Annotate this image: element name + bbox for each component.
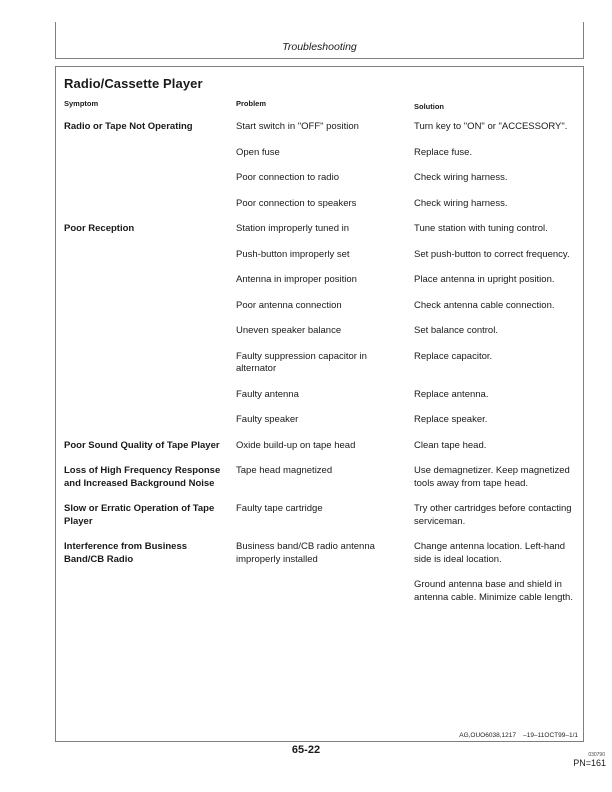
symptom-cell: Poor Sound Quality of Tape Player <box>64 439 220 451</box>
print-code: 030790 <box>588 752 605 758</box>
solution-cell: Place antenna in upright position. <box>414 274 555 285</box>
table-row <box>64 274 583 287</box>
table-row <box>64 351 583 376</box>
symptom-cell <box>64 274 236 287</box>
symptom-cell <box>64 249 236 262</box>
symptom-cell <box>64 325 236 338</box>
running-header-title: Troubleshooting <box>282 41 357 53</box>
table-row <box>64 249 583 262</box>
column-header-problem: Problem <box>236 99 267 108</box>
symptom-cell <box>64 147 236 160</box>
table-row <box>64 172 583 185</box>
problem-cell: Faulty tape cartridge <box>236 503 323 514</box>
table-column-headers <box>56 99 583 111</box>
symptom-cell <box>64 300 236 313</box>
table-row <box>64 541 583 566</box>
document-code: AG,OUO6038,1217 –19–11OCT99–1/1 <box>459 732 578 739</box>
table-row <box>64 223 583 236</box>
table-row <box>64 579 583 604</box>
solution-cell: Set push-button to correct frequency. <box>414 248 570 260</box>
solution-cell: Check wiring harness. <box>414 197 508 209</box>
table-row <box>64 198 583 211</box>
problem-cell: Push-button improperly set <box>236 248 350 260</box>
problem-cell: Faulty antenna <box>236 388 299 400</box>
solution-cell: Ground antenna base and shield in antenna cable. Minimize cable length. <box>414 579 573 603</box>
solution-cell: Tune station with tuning control. <box>414 223 548 234</box>
table-row <box>64 300 583 313</box>
table-row <box>64 389 583 402</box>
solution-cell: Replace speaker. <box>414 414 488 425</box>
symptom-cell: Loss of High Frequency Response and Increased Background Noise <box>64 465 221 489</box>
table-row <box>64 440 583 453</box>
section-title: Radio/Cassette Player <box>64 76 203 91</box>
symptom-cell <box>64 172 236 185</box>
page-number: 65-22 <box>291 744 321 756</box>
solution-cell: Turn key to "ON" or "ACCESSORY". <box>414 121 568 132</box>
problem-cell: Uneven speaker balance <box>236 325 342 336</box>
solution-cell: Try other cartridges before contacting serviceman. <box>414 503 572 527</box>
problem-cell: Faulty speaker <box>236 414 299 425</box>
problem-cell: Poor antenna connection <box>236 299 342 311</box>
symptom-cell <box>64 351 236 376</box>
symptom-cell: Slow or Erratic Operation of Tape Player <box>64 503 215 527</box>
solution-cell: Check wiring harness. <box>414 172 508 183</box>
symptom-cell <box>64 579 236 604</box>
solution-cell: Replace capacitor. <box>414 350 493 362</box>
table-row <box>64 121 583 134</box>
symptom-cell: Poor Reception <box>64 223 135 234</box>
solution-cell: Set balance control. <box>414 325 498 336</box>
symptom-cell: Interference from Business Band/CB Radio <box>64 541 188 565</box>
solution-cell: Replace antenna. <box>414 388 489 400</box>
problem-cell: Faulty suppression capacitor in alternator <box>236 350 367 374</box>
problem-cell: Oxide build-up on tape head <box>236 439 356 451</box>
problem-cell: Start switch in "OFF" position <box>236 121 359 132</box>
problem-cell: Tape head magnetized <box>236 465 333 476</box>
symptom-cell: Radio or Tape Not Operating <box>64 121 193 132</box>
table-row <box>64 325 583 338</box>
symptom-cell <box>64 198 236 211</box>
table-row <box>64 414 583 427</box>
problem-cell: Antenna in improper position <box>236 274 357 285</box>
table-row <box>64 503 583 528</box>
solution-cell: Check antenna cable connection. <box>414 299 555 311</box>
problem-cell: Open fuse <box>236 146 280 158</box>
problem-cell <box>236 579 414 604</box>
solution-cell: Use demagnetizer. Keep magnetized tools away from tape head. <box>414 465 570 489</box>
troubleshooting-table-box <box>55 66 584 742</box>
problem-cell: Station improperly tuned in <box>236 223 350 234</box>
part-number: PN=161 <box>573 758 606 768</box>
solution-cell: Change antenna location. Left-hand side is ideal location. <box>414 541 566 565</box>
table-rows <box>56 121 583 604</box>
table-row <box>64 465 583 490</box>
problem-cell: Poor connection to speakers <box>236 197 357 209</box>
symptom-cell <box>64 389 236 402</box>
running-header-rule <box>55 22 584 59</box>
symptom-cell <box>64 414 236 427</box>
table-row <box>64 147 583 160</box>
problem-cell: Poor connection to radio <box>236 172 339 183</box>
column-header-symptom: Symptom <box>64 99 99 108</box>
column-header-solution: Solution <box>414 102 444 111</box>
solution-cell: Replace fuse. <box>414 146 473 158</box>
solution-cell: Clean tape head. <box>414 439 487 451</box>
problem-cell: Business band/CB radio antenna improperly installed <box>236 541 375 565</box>
